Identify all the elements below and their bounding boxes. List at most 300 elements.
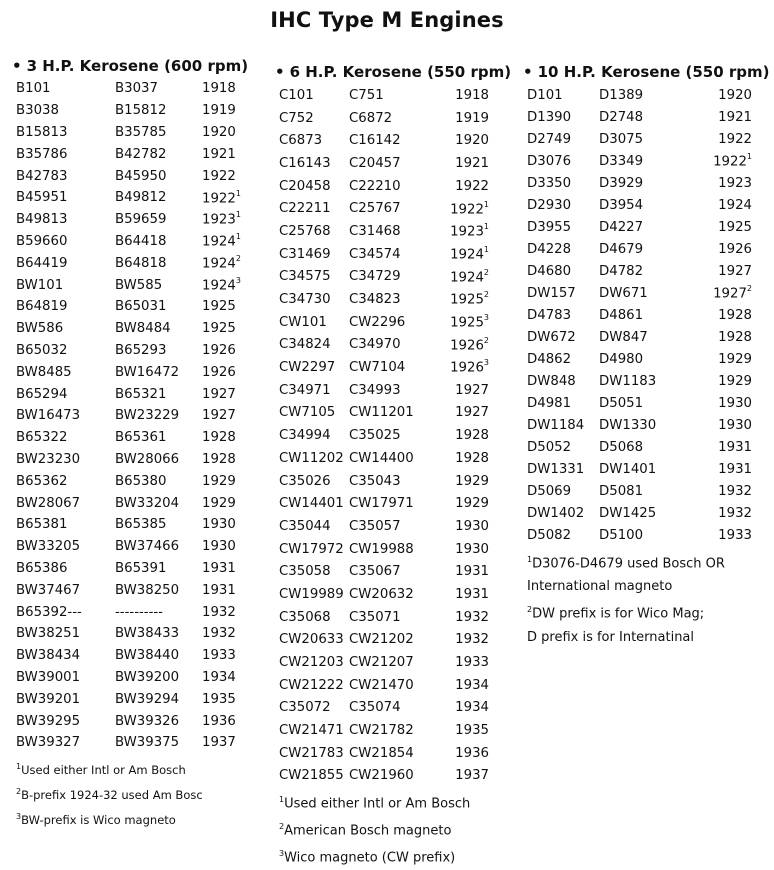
year-text: 1923 xyxy=(202,212,236,228)
serial-end-text: DW1330 xyxy=(599,417,657,433)
serial-start-text: CW20633 xyxy=(279,632,344,648)
year xyxy=(702,502,752,524)
footnotes xyxy=(16,756,261,832)
serial-end xyxy=(115,688,202,710)
year-text: 1922 xyxy=(202,191,236,207)
year-text: 1927 xyxy=(202,386,236,402)
serial-end-text: BW39375 xyxy=(115,735,180,751)
serial-end xyxy=(349,742,449,765)
serial-end xyxy=(349,152,449,175)
serial-end-text: CW7104 xyxy=(349,360,406,376)
serial-start xyxy=(16,492,115,514)
year-text: 1932 xyxy=(718,505,752,521)
serial-row xyxy=(16,514,252,536)
serial-start xyxy=(16,601,115,623)
year-text: 1919 xyxy=(455,110,489,126)
serial-end-text: B3037 xyxy=(115,81,158,97)
year xyxy=(202,558,252,580)
serial-row xyxy=(527,194,752,216)
serial-end-text: BW33204 xyxy=(115,495,180,511)
serial-end-text: C35067 xyxy=(349,564,401,580)
serial-start-text: B65294 xyxy=(16,386,68,402)
serial-end-text: CW21960 xyxy=(349,768,414,784)
year-text: 1924 xyxy=(202,234,236,250)
serial-start xyxy=(279,447,349,470)
serial-start-text: D3076 xyxy=(527,153,572,169)
serial-end xyxy=(115,100,202,122)
serial-start-text: BW586 xyxy=(16,321,64,337)
serial-start-text: BW23230 xyxy=(16,451,81,467)
serial-end-text: CW2296 xyxy=(349,314,406,330)
serial-start-text: BW101 xyxy=(16,277,64,293)
serial-start-text: C752 xyxy=(279,110,314,126)
serial-start-text: B64419 xyxy=(16,255,68,271)
year-text: 1922 xyxy=(202,168,236,184)
serial-row xyxy=(527,502,752,524)
year xyxy=(202,449,252,471)
year xyxy=(202,143,252,165)
serial-row xyxy=(16,231,252,253)
serial-end xyxy=(599,282,702,304)
year xyxy=(202,427,252,449)
serial-start-text: D4783 xyxy=(527,307,572,323)
serial-row xyxy=(527,370,752,392)
serial-end xyxy=(599,216,702,238)
serial-start-text: B65381 xyxy=(16,517,68,533)
serial-start xyxy=(16,667,115,689)
year-text: 1921 xyxy=(718,109,752,125)
serial-end xyxy=(115,492,202,514)
serial-end xyxy=(349,356,449,379)
serial-start-text: C31469 xyxy=(279,246,331,262)
year xyxy=(702,326,752,348)
serial-start-text: B65386 xyxy=(16,560,68,576)
engine-column-6hp xyxy=(275,61,512,870)
serial-row xyxy=(16,470,252,492)
serial-start-text: C34575 xyxy=(279,269,331,285)
serial-end xyxy=(599,480,702,502)
serial-end xyxy=(349,560,449,583)
year-text: 1927 xyxy=(455,382,489,398)
serial-start-text: BW39295 xyxy=(16,713,81,729)
serial-end-text: B49812 xyxy=(115,190,167,206)
footnote xyxy=(279,789,494,816)
serial-start-text: CW7105 xyxy=(279,405,336,421)
serial-end-text: B45950 xyxy=(115,168,167,184)
year-text: 1932 xyxy=(718,483,752,499)
year-text: 1932 xyxy=(455,632,489,648)
year-text: 1927 xyxy=(718,263,752,279)
serial-row xyxy=(279,402,489,425)
serial-start xyxy=(527,150,599,172)
year xyxy=(202,187,252,209)
serial-start xyxy=(16,623,115,645)
serial-end xyxy=(115,252,202,274)
serial-end xyxy=(349,583,449,606)
serial-start-text: CW11202 xyxy=(279,450,344,466)
serial-start xyxy=(279,334,349,357)
year xyxy=(702,370,752,392)
serial-end-text: C35025 xyxy=(349,428,401,444)
footnote-text: International magneto xyxy=(527,579,673,595)
serial-start xyxy=(279,515,349,538)
serial-row xyxy=(16,100,252,122)
serial-end-text: D3349 xyxy=(599,153,644,169)
year xyxy=(202,536,252,558)
serial-start-text: BW16473 xyxy=(16,408,81,424)
serial-start xyxy=(279,583,349,606)
footnote-marker: 2 xyxy=(235,254,241,264)
serial-row xyxy=(279,674,489,697)
year xyxy=(202,165,252,187)
serial-end xyxy=(115,732,202,754)
serial-row xyxy=(279,334,489,357)
year-text: 1926 xyxy=(202,342,236,358)
year-text: 1930 xyxy=(718,417,752,433)
serial-row xyxy=(279,266,489,289)
footnote-mark: 1 xyxy=(279,795,285,805)
serial-end-text: BW39326 xyxy=(115,713,180,729)
serial-row xyxy=(279,719,489,742)
serial-start-text: DW672 xyxy=(527,329,576,345)
serial-row xyxy=(279,515,489,538)
year-text: 1932 xyxy=(455,609,489,625)
year xyxy=(449,583,489,606)
serial-row xyxy=(279,560,489,583)
serial-end-text: C20457 xyxy=(349,155,401,171)
serial-row xyxy=(16,558,252,580)
serial-start-text: CW17972 xyxy=(279,541,344,557)
serial-row xyxy=(527,150,752,172)
serial-end xyxy=(115,296,202,318)
footnote-mark: 2 xyxy=(279,822,285,832)
serial-start xyxy=(16,383,115,405)
serial-end-text: B65321 xyxy=(115,386,167,402)
year xyxy=(449,447,489,470)
serial-row xyxy=(279,84,489,107)
year-text: 1931 xyxy=(718,461,752,477)
year xyxy=(702,172,752,194)
serial-end xyxy=(599,458,702,480)
serial-start-text: B65392--- xyxy=(16,604,82,620)
year xyxy=(202,78,252,100)
serial-start xyxy=(527,216,599,238)
serial-start xyxy=(527,436,599,458)
serial-end xyxy=(349,515,449,538)
page-title: IHC Type M Engines xyxy=(270,8,504,32)
serial-end-text: CW20632 xyxy=(349,586,414,602)
serial-end-text: C35074 xyxy=(349,700,401,716)
footnote-marker: 2 xyxy=(746,283,752,293)
serial-end-text: C16142 xyxy=(349,133,401,149)
serial-start-text: C16143 xyxy=(279,155,331,171)
serial-end xyxy=(115,383,202,405)
serial-start xyxy=(16,165,115,187)
serial-end xyxy=(599,304,702,326)
serial-start-text: C35072 xyxy=(279,700,331,716)
year xyxy=(702,128,752,150)
serial-start-text: CW2297 xyxy=(279,360,336,376)
year-text: 1932 xyxy=(202,626,236,642)
serial-row xyxy=(527,238,752,260)
serial-start xyxy=(16,318,115,340)
year xyxy=(702,216,752,238)
serial-start-text: B35786 xyxy=(16,146,68,162)
serial-start-text: DW1331 xyxy=(527,461,585,477)
serial-start xyxy=(16,558,115,580)
serial-row xyxy=(279,379,489,402)
serial-start xyxy=(527,260,599,282)
year-text: 1923 xyxy=(718,175,752,191)
serial-end xyxy=(349,447,449,470)
year xyxy=(202,492,252,514)
serial-end-text: BW38440 xyxy=(115,648,180,664)
serial-row xyxy=(16,78,252,100)
footnote-marker: 1 xyxy=(235,232,241,242)
serial-end xyxy=(349,379,449,402)
bullet-icon: • xyxy=(523,63,533,81)
serial-start xyxy=(279,288,349,311)
year xyxy=(202,340,252,362)
year xyxy=(202,601,252,623)
year-text: 1925 xyxy=(450,315,484,331)
serial-start xyxy=(527,172,599,194)
serial-end xyxy=(349,266,449,289)
serial-end-text: C34574 xyxy=(349,246,401,262)
year-text: 1920 xyxy=(455,133,489,149)
serial-start xyxy=(527,282,599,304)
year-text: 1936 xyxy=(455,745,489,761)
serial-start xyxy=(16,427,115,449)
serial-end-text: BW38433 xyxy=(115,626,180,642)
serial-start-text: B42783 xyxy=(16,168,68,184)
serial-start xyxy=(279,175,349,198)
serial-start-text: D5052 xyxy=(527,439,572,455)
serial-start-text: B45951 xyxy=(16,190,68,206)
footnote xyxy=(279,816,494,843)
serial-end-text: BW8484 xyxy=(115,321,171,337)
year xyxy=(449,356,489,379)
serial-end xyxy=(115,427,202,449)
serial-end xyxy=(115,645,202,667)
year-text: 1925 xyxy=(202,299,236,315)
footnote-text: Wico magneto (CW prefix) xyxy=(284,850,456,866)
serial-row xyxy=(527,106,752,128)
serial-end xyxy=(115,470,202,492)
serial-start xyxy=(527,348,599,370)
serial-end-text: CW21854 xyxy=(349,745,414,761)
year xyxy=(202,383,252,405)
serial-start-text: BW8485 xyxy=(16,364,72,380)
serial-start-text: C22211 xyxy=(279,201,331,217)
serial-end xyxy=(599,326,702,348)
serial-end xyxy=(115,340,202,362)
serial-end xyxy=(599,128,702,150)
serial-end-text: C22210 xyxy=(349,178,401,194)
serial-start xyxy=(527,414,599,436)
serial-start-text: D5082 xyxy=(527,527,572,543)
serial-end-text: BW38250 xyxy=(115,582,180,598)
serial-end-text: CW11201 xyxy=(349,405,414,421)
year-text: 1926 xyxy=(718,241,752,257)
serial-row xyxy=(279,107,489,130)
serial-start-text: D3350 xyxy=(527,175,572,191)
serial-start-text: C35058 xyxy=(279,564,331,580)
year-text: 1921 xyxy=(202,146,236,162)
column-heading-text: 6 H.P. Kerosene (550 rpm) xyxy=(289,63,512,81)
serial-end xyxy=(599,436,702,458)
year-text: 1931 xyxy=(455,564,489,580)
year xyxy=(202,318,252,340)
serial-end-text: B65361 xyxy=(115,430,167,446)
serial-start xyxy=(16,274,115,296)
year xyxy=(202,710,252,732)
serial-start-text: D3955 xyxy=(527,219,572,235)
year xyxy=(702,414,752,436)
serial-row xyxy=(16,165,252,187)
serial-end xyxy=(115,558,202,580)
serial-start-text: D4862 xyxy=(527,351,572,367)
year-text: 1927 xyxy=(202,408,236,424)
serial-start xyxy=(527,326,599,348)
serial-row xyxy=(16,122,252,144)
serial-start-text: CW21471 xyxy=(279,723,344,739)
serial-end-text: DW1183 xyxy=(599,373,657,389)
serial-end-text: B65031 xyxy=(115,299,167,315)
year-text: 1926 xyxy=(450,338,484,354)
serial-end-text: D4679 xyxy=(599,241,644,257)
year-text: 1931 xyxy=(718,439,752,455)
footnote-marker: 1 xyxy=(483,244,489,254)
year xyxy=(702,282,752,304)
serial-end-text: CW21207 xyxy=(349,655,414,671)
serial-end-text: BW16472 xyxy=(115,364,180,380)
year xyxy=(449,379,489,402)
serial-end-text: C6872 xyxy=(349,110,393,126)
footnote-marker: 1 xyxy=(483,199,489,209)
serial-end xyxy=(349,538,449,561)
year xyxy=(449,311,489,334)
serial-row xyxy=(279,152,489,175)
serial-start xyxy=(16,449,115,471)
serial-start xyxy=(279,742,349,765)
year-text: 1934 xyxy=(202,669,236,685)
serial-end-text: CW17971 xyxy=(349,496,414,512)
footnote-mark: 2 xyxy=(16,787,22,797)
year-text: 1926 xyxy=(450,360,484,376)
serial-row xyxy=(16,601,252,623)
footnote-marker: 2 xyxy=(483,335,489,345)
year-text: 1922 xyxy=(713,154,747,170)
serial-table xyxy=(279,84,489,787)
serial-end xyxy=(349,629,449,652)
year xyxy=(449,84,489,107)
serial-row xyxy=(16,143,252,165)
year xyxy=(449,651,489,674)
serial-start-text: BW33205 xyxy=(16,539,81,555)
year-text: 1934 xyxy=(455,700,489,716)
footnote-text: B-prefix 1924-32 used Am Bosc xyxy=(21,787,203,802)
serial-start-text: C35068 xyxy=(279,609,331,625)
year xyxy=(702,84,752,106)
year xyxy=(702,304,752,326)
serial-start xyxy=(16,209,115,231)
serial-end-text: C34993 xyxy=(349,382,401,398)
serial-start-text: CW21783 xyxy=(279,745,344,761)
serial-start xyxy=(527,238,599,260)
serial-row xyxy=(527,524,752,546)
serial-row xyxy=(279,424,489,447)
serial-start-text: B65322 xyxy=(16,430,68,446)
serial-start xyxy=(279,243,349,266)
serial-end xyxy=(115,361,202,383)
serial-start xyxy=(16,405,115,427)
year-text: 1928 xyxy=(202,451,236,467)
serial-end xyxy=(599,194,702,216)
footnote-text: Used either Intl or Am Bosch xyxy=(21,762,186,777)
serial-end xyxy=(349,129,449,152)
year-text: 1935 xyxy=(455,723,489,739)
serial-row xyxy=(16,645,252,667)
serial-end-text: C34970 xyxy=(349,337,401,353)
year-text: 1923 xyxy=(450,224,484,240)
footnote-mark: 1 xyxy=(16,761,22,771)
serial-start xyxy=(279,424,349,447)
serial-row xyxy=(16,361,252,383)
serial-end xyxy=(599,414,702,436)
serial-start-text: DW1184 xyxy=(527,417,585,433)
serial-end-text: C34823 xyxy=(349,292,401,308)
serial-end-text: B65380 xyxy=(115,473,167,489)
serial-start xyxy=(16,732,115,754)
year xyxy=(202,470,252,492)
footnote-marker: 3 xyxy=(483,358,489,368)
serial-start-text: B65362 xyxy=(16,473,68,489)
serial-end xyxy=(599,524,702,546)
serial-start-text: DW1402 xyxy=(527,505,585,521)
serial-start xyxy=(279,651,349,674)
serial-end-text: D1389 xyxy=(599,87,644,103)
serial-row xyxy=(16,536,252,558)
year xyxy=(449,424,489,447)
column-heading-text: 3 H.P. Kerosene (600 rpm) xyxy=(26,57,249,75)
serial-end-text: B65293 xyxy=(115,342,167,358)
serial-row xyxy=(279,243,489,266)
serial-end xyxy=(115,623,202,645)
serial-row xyxy=(279,742,489,765)
serial-row xyxy=(527,128,752,150)
serial-end xyxy=(115,514,202,536)
year xyxy=(202,579,252,601)
serial-start-text: B15813 xyxy=(16,124,68,140)
serial-row xyxy=(16,579,252,601)
serial-start xyxy=(279,152,349,175)
year-text: 1931 xyxy=(455,586,489,602)
serial-end-text: CW14400 xyxy=(349,450,414,466)
serial-start-text: C34824 xyxy=(279,337,331,353)
serial-row xyxy=(279,129,489,152)
serial-end-text: C35043 xyxy=(349,473,401,489)
footnote-text: American Bosch magneto xyxy=(284,823,452,839)
serial-end-text: BW39200 xyxy=(115,669,180,685)
footnote-mark: 3 xyxy=(279,848,285,858)
serial-start-text: D4228 xyxy=(527,241,572,257)
year-text: 1928 xyxy=(455,450,489,466)
year xyxy=(449,492,489,515)
serial-end-text: B65385 xyxy=(115,517,167,533)
serial-row xyxy=(16,318,252,340)
serial-start xyxy=(279,629,349,652)
